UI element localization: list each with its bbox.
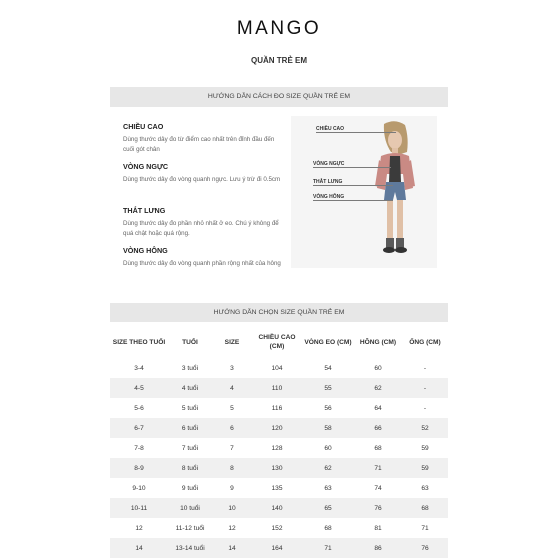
table-cell: 68 xyxy=(374,444,382,452)
table-cell: 6 xyxy=(212,418,252,438)
table-cell: 66 xyxy=(354,418,402,438)
table-row xyxy=(110,498,448,518)
size-table xyxy=(110,326,448,558)
table-cell: 120 xyxy=(252,418,302,438)
measure-title: VÒNG HÔNG xyxy=(123,246,168,255)
table-cell: 74 xyxy=(374,484,382,492)
table-cell: 3-4 xyxy=(134,364,144,372)
model-photo xyxy=(291,116,437,268)
measure-desc: Dùng thước dây đo phần nhỏ nhất ở eo. Chú ý không để quá chật hoặc quá rộng. xyxy=(123,220,279,237)
column-header: ỐNG (CM) xyxy=(409,338,441,346)
table-cell: 68 xyxy=(402,498,448,518)
table-cell: 5 tuổi xyxy=(181,404,199,412)
table-cell: 62 xyxy=(354,378,402,398)
table-cell: 59 xyxy=(421,444,429,452)
table-cell: 63 xyxy=(324,484,332,492)
waist-guide-line xyxy=(313,185,393,186)
table-row xyxy=(110,518,448,538)
table-cell: 4 xyxy=(212,378,252,398)
table-cell: 68 xyxy=(324,524,332,532)
table-cell: 59 xyxy=(402,458,448,478)
table-row xyxy=(110,478,448,498)
table-cell: 76 xyxy=(354,498,402,518)
table-cell: 5-6 xyxy=(134,404,144,412)
chest-guide-line xyxy=(313,167,391,168)
table-cell: 152 xyxy=(271,524,283,532)
height-guide-line xyxy=(316,132,396,133)
measure-desc: Dùng thước dây đo vòng quanh ngực. Lưu ý trừ đi 0.5cm xyxy=(123,176,281,183)
table-cell: 6-7 xyxy=(110,418,168,438)
table-cell: 140 xyxy=(252,498,302,518)
table-cell: 14 xyxy=(110,538,168,558)
table-cell: 7 xyxy=(230,444,234,452)
table-cell: 4 tuổi xyxy=(168,378,212,398)
table-cell: 52 xyxy=(402,418,448,438)
table-row xyxy=(110,418,448,438)
column-header: SIZE THEO TUỔI xyxy=(112,338,166,346)
measure-title: THẮT LƯNG xyxy=(123,206,166,215)
table-cell: - xyxy=(423,364,427,372)
table-row xyxy=(110,358,448,378)
measure-desc: Dùng thước dây đo vòng quanh phần rộng nhất của hông xyxy=(123,260,281,267)
measure-title: CHIỀU CAO xyxy=(123,122,164,131)
table-cell: 76 xyxy=(402,538,448,558)
table-cell: 71 xyxy=(354,458,402,478)
table-cell: 12 xyxy=(228,524,236,532)
table-row xyxy=(110,378,448,398)
column-header: CHIỀU CAO (CM) xyxy=(258,334,296,350)
measure-desc: Dùng thước dây đo từ điểm cao nhất trên đỉnh đầu đến cuối gót chân xyxy=(123,136,275,153)
table-cell: 8-9 xyxy=(110,458,168,478)
photo-label-chest: VÒNG NGỰC xyxy=(313,161,345,167)
table-cell: 58 xyxy=(302,418,354,438)
table-cell: 116 xyxy=(271,404,283,412)
table-row xyxy=(110,438,448,458)
table-cell: 7-8 xyxy=(134,444,144,452)
table-row xyxy=(110,538,448,558)
table-row xyxy=(110,398,448,418)
table-cell: 13-14 tuổi xyxy=(168,538,212,558)
table-cell: 6 tuổi xyxy=(168,418,212,438)
table-cell: 12 xyxy=(135,524,143,532)
measure-item-hip xyxy=(123,246,283,269)
brand-logo: MANGO xyxy=(236,18,322,39)
measure-item-chest xyxy=(123,162,283,185)
table-cell: 86 xyxy=(354,538,402,558)
table-cell: 14 xyxy=(212,538,252,558)
measure-guide-heading: HƯỚNG DẪN CÁCH ĐO SIZE QUẦN TRẺ EM xyxy=(110,87,448,107)
measure-title: VÒNG NGỰC xyxy=(123,162,169,171)
table-cell: 9 xyxy=(230,484,234,492)
table-cell: 71 xyxy=(302,538,354,558)
table-cell: 64 xyxy=(374,404,382,412)
table-cell: - xyxy=(423,404,427,412)
photo-label-waist: THẮT LƯNG xyxy=(313,179,343,185)
table-cell: - xyxy=(402,378,448,398)
table-cell: 11-12 tuổi xyxy=(175,524,205,532)
table-row xyxy=(110,458,448,478)
table-cell: 5 xyxy=(230,404,234,412)
table-cell: 135 xyxy=(271,484,283,492)
hip-guide-line xyxy=(313,200,393,201)
table-cell: 62 xyxy=(302,458,354,478)
table-cell: 8 xyxy=(212,458,252,478)
table-cell: 65 xyxy=(302,498,354,518)
measure-item-waist xyxy=(123,206,283,238)
table-cell: 71 xyxy=(421,524,429,532)
table-cell: 104 xyxy=(271,364,283,372)
column-header: TUỔI xyxy=(182,338,198,346)
table-cell: 9-10 xyxy=(132,484,146,492)
table-cell: 110 xyxy=(252,378,302,398)
photo-label-height: CHIỀU CAO xyxy=(316,126,345,132)
table-cell: 60 xyxy=(374,364,382,372)
table-cell: 10 tuổi xyxy=(168,498,212,518)
table-cell: 54 xyxy=(324,364,332,372)
table-cell: 3 xyxy=(230,364,234,372)
table-cell: 4-5 xyxy=(110,378,168,398)
table-cell: 128 xyxy=(271,444,283,452)
table-cell: 130 xyxy=(252,458,302,478)
table-cell: 164 xyxy=(252,538,302,558)
column-header: SIZE xyxy=(224,338,240,346)
table-cell: 63 xyxy=(421,484,429,492)
table-cell: 56 xyxy=(324,404,332,412)
table-cell: 81 xyxy=(374,524,382,532)
table-cell: 60 xyxy=(324,444,332,452)
table-cell: 10-11 xyxy=(110,498,168,518)
table-cell: 10 xyxy=(212,498,252,518)
column-header: HÔNG (CM) xyxy=(359,338,397,346)
table-cell: 3 tuổi xyxy=(181,364,199,372)
size-table-header xyxy=(110,326,448,358)
table-cell: 9 tuổi xyxy=(181,484,199,492)
size-guide-heading: HƯỚNG DẪN CHỌN SIZE QUẦN TRẺ EM xyxy=(110,303,448,322)
table-cell: 8 tuổi xyxy=(168,458,212,478)
page-subtitle: QUẦN TRẺ EM xyxy=(251,56,307,65)
column-header: VÒNG EO (CM) xyxy=(304,338,352,346)
table-cell: 7 tuổi xyxy=(181,444,199,452)
photo-label-hip: VÒNG HÔNG xyxy=(313,194,345,200)
model-figure-illustration xyxy=(291,116,437,268)
table-cell: 55 xyxy=(302,378,354,398)
measure-item-height xyxy=(123,122,283,154)
